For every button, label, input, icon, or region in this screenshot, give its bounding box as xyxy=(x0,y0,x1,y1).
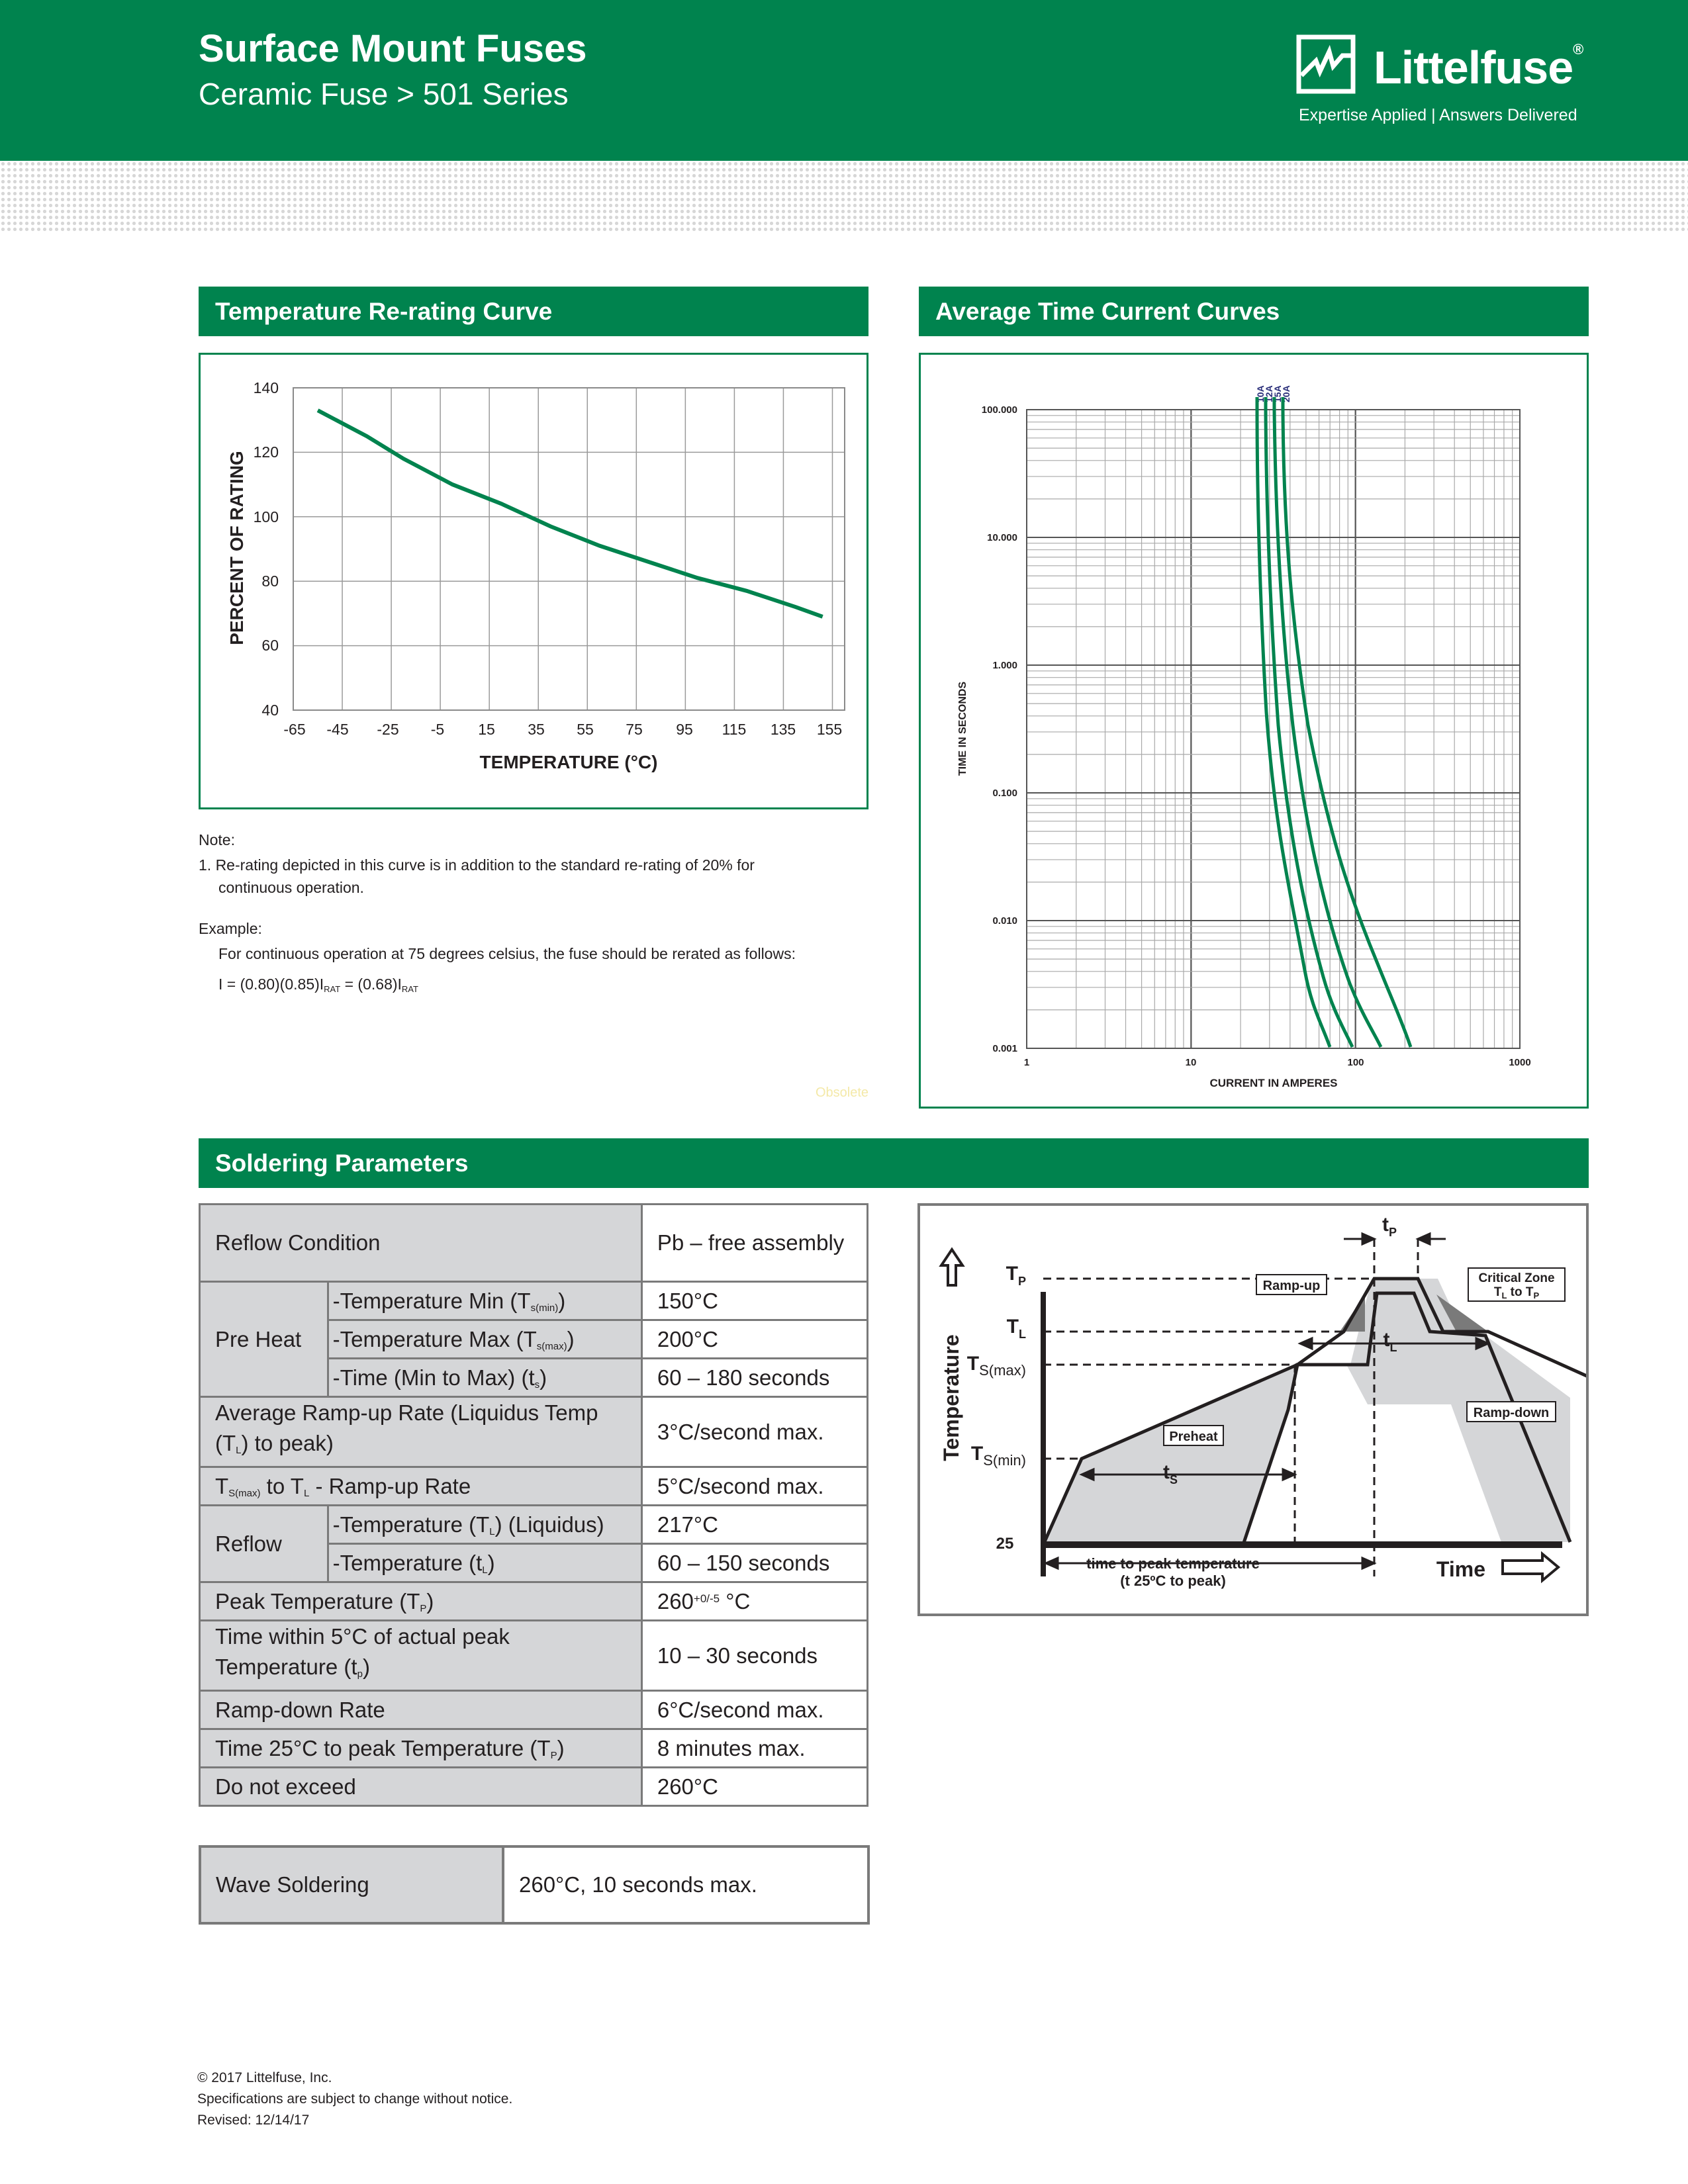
table-row xyxy=(200,1768,868,1806)
row-value: 200°C xyxy=(641,1320,867,1359)
row-value: 260°C xyxy=(641,1768,867,1806)
row-value: 6°C/second max. xyxy=(641,1691,867,1729)
soldering-section-title: Soldering Parameters xyxy=(199,1138,1589,1188)
watermark-text: Obsolete xyxy=(816,1085,869,1100)
time-current-section-title: Average Time Current Curves xyxy=(919,287,1589,336)
ts-time-label: $t_S$ xyxy=(1162,1461,1178,1486)
tp-time-label: $t_P$ xyxy=(1382,1214,1397,1239)
y-tick-label: 80 xyxy=(261,572,279,590)
y-tick-label: 0.001 xyxy=(992,1043,1017,1054)
page-subtitle: Ceramic Fuse > 501 Series xyxy=(199,77,569,111)
x-tick-label: 35 xyxy=(528,721,545,738)
row-value: 60 – 150 seconds xyxy=(641,1544,867,1582)
x-axis-label: CURRENT IN AMPERES xyxy=(1209,1077,1338,1089)
row-label: Time 25°C to peak Temperature $(T_P)$ xyxy=(200,1729,642,1768)
ts-min-label: $T_{S(min)}$ xyxy=(970,1443,1026,1469)
footer-copyright: © 2017 Littelfuse, Inc. xyxy=(197,2070,332,2085)
x-tick-label: 75 xyxy=(626,721,643,738)
peak-time-label-line-2: (t 25ºC to peak) xyxy=(1120,1572,1226,1589)
svg-text:Ramp-down: Ramp-down xyxy=(1473,1406,1550,1420)
ramp-down-label xyxy=(1467,1402,1556,1422)
svg-text:TL to TP: $T_L$ to $T_P$ xyxy=(1493,1285,1540,1300)
page-header xyxy=(0,0,1688,161)
row-label: Reflow Condition xyxy=(200,1205,642,1282)
x-tick-label: -5 xyxy=(430,721,445,738)
y-tick-label: 100 xyxy=(253,508,279,525)
table-row xyxy=(200,1397,868,1467)
x-tick-label: 10 xyxy=(1185,1057,1197,1068)
footer-spec: Specifications are subject to change without notice. xyxy=(197,2091,513,2107)
example-label: Example: xyxy=(199,920,262,937)
soldering-parameters-table xyxy=(199,1203,868,1807)
brand-name: Littelfuse® xyxy=(1374,41,1583,93)
x-tick-label: 155 xyxy=(816,721,843,738)
littelfuse-logo-icon xyxy=(1296,34,1356,94)
rerating-chart-panel xyxy=(199,353,868,809)
temperature-axis-label: Temperature xyxy=(939,1334,963,1461)
svg-text:Ramp-up: Ramp-up xyxy=(1262,1279,1321,1293)
row-label: Ramp-down Rate xyxy=(200,1691,642,1729)
row-label: -Temperature $(t_L)$ xyxy=(328,1544,641,1582)
table-row xyxy=(200,1691,868,1729)
table-row xyxy=(200,1621,868,1691)
ts-max-label: $T_{S(max)}$ xyxy=(966,1353,1026,1379)
row-value: 8 minutes max. xyxy=(641,1729,867,1768)
example-text: For continuous operation at 75 degrees celsius, the fuse should be rerated as follows: xyxy=(218,945,796,962)
row-label: -Temperature Min $(T_{s(min)})$ xyxy=(328,1282,641,1320)
y-tick-label: 0.010 xyxy=(992,915,1017,927)
y-tick-label: 0.100 xyxy=(992,788,1017,799)
series-label-15a: 15A xyxy=(1272,385,1283,402)
row-label: -Temperature $(T_L)$ (Liquidus) xyxy=(328,1506,641,1544)
row-label: Average Ramp-up Rate (Liquidus Temp $(T_L)$ to peak) xyxy=(200,1397,642,1467)
series-label-12a: 12A xyxy=(1264,385,1274,402)
row-group-label: Pre Heat xyxy=(200,1282,328,1397)
y-tick-label: 120 xyxy=(253,443,279,461)
row-value: 60 – 180 seconds xyxy=(641,1359,867,1397)
tl-label: $T_L$ xyxy=(1006,1316,1026,1341)
note-label: Note: xyxy=(199,831,235,848)
rerating-curve xyxy=(318,410,823,617)
row-label: Do not exceed xyxy=(200,1768,642,1806)
x-tick-label: -45 xyxy=(326,721,349,738)
x-tick-label: 100 xyxy=(1347,1057,1364,1068)
time-current-chart xyxy=(921,355,1587,1107)
footer-revised: Revised: 12/14/17 xyxy=(197,2113,310,2128)
svg-text:Preheat: Preheat xyxy=(1169,1430,1218,1444)
row-value: 260°C, 10 seconds max. xyxy=(503,1846,868,1923)
time-current-chart-panel xyxy=(919,353,1589,1109)
ramp-up-label xyxy=(1256,1275,1327,1295)
rerating-section-title: Temperature Re-rating Curve xyxy=(199,287,868,336)
x-tick-label: 1 xyxy=(1023,1057,1030,1068)
row-group-label: Reflow xyxy=(200,1506,328,1582)
x-tick-label: -25 xyxy=(377,721,399,738)
peak-time-label-line-1: time to peak temperature xyxy=(1086,1555,1260,1572)
time-axis-label: Time xyxy=(1436,1557,1485,1581)
y-tick-label: 40 xyxy=(261,702,279,719)
row-value: 150°C xyxy=(641,1282,867,1320)
row-value: 3°C/second max. xyxy=(641,1397,867,1467)
reflow-profile-panel xyxy=(917,1203,1589,1616)
y-tick-label: 10.000 xyxy=(987,532,1017,543)
x-tick-label: 135 xyxy=(770,721,796,738)
tp-label: $T_P$ xyxy=(1006,1263,1026,1288)
series-label-20a: 20A xyxy=(1281,385,1291,402)
table-row xyxy=(200,1729,868,1768)
rerating-chart xyxy=(201,355,867,807)
y-axis-label: PERCENT OF RATING xyxy=(226,451,247,645)
x-tick-label: 95 xyxy=(676,721,693,738)
table-row xyxy=(200,1582,868,1621)
page-title: Surface Mount Fuses xyxy=(199,27,587,70)
x-tick-label: 1000 xyxy=(1509,1057,1531,1068)
preheat-label xyxy=(1164,1426,1223,1445)
dotted-band xyxy=(0,161,1688,234)
reflow-profile-diagram xyxy=(920,1206,1586,1614)
svg-text:Critical Zone: Critical Zone xyxy=(1478,1271,1555,1285)
y-tick-label: 140 xyxy=(253,379,279,396)
tl-time-label: $t_L$ xyxy=(1383,1329,1397,1354)
x-tick-label: -65 xyxy=(283,721,306,738)
table-row xyxy=(200,1467,868,1506)
x-axis-label: TEMPERATURE (°C) xyxy=(479,752,658,772)
note-1-line-1: 1. Re-rating depicted in this curve is in addition to the standard re-rating of 20% for xyxy=(199,856,755,874)
y-tick-label: 1.000 xyxy=(992,660,1017,671)
x-tick-label: 55 xyxy=(577,721,594,738)
row-label: Wave Soldering xyxy=(200,1846,503,1923)
row-label: Peak Temperature $(T_P)$ xyxy=(200,1582,642,1621)
x-tick-label: 15 xyxy=(478,721,495,738)
note-1-line-2: continuous operation. xyxy=(218,879,364,896)
row-value: 10 – 30 seconds xyxy=(641,1621,867,1691)
table-row xyxy=(200,1506,868,1544)
y-tick-label: 60 xyxy=(261,637,279,654)
row-label: -Temperature Max $(T_{s(max)})$ xyxy=(328,1320,641,1359)
row-label: $T_{S(max)}$ to $T_L$ - Ramp-up Rate xyxy=(200,1467,642,1506)
row-value: 5°C/second max. xyxy=(641,1467,867,1506)
table-row xyxy=(200,1282,868,1320)
row-value: 217°C xyxy=(641,1506,867,1544)
y-axis-label: TIME IN SECONDS xyxy=(957,681,968,776)
row-value: Pb – free assembly xyxy=(641,1205,867,1282)
row-label: -Time (Min to Max) $(t_s)$ xyxy=(328,1359,641,1397)
y-tick-label: 100.000 xyxy=(981,404,1017,416)
temp-25-label: 25 xyxy=(996,1535,1014,1553)
rerating-formula: $I = (0.80)(0.85)I_{RAT} = (0.68)I_{RAT}$ xyxy=(218,976,418,994)
brand-tagline: Expertise Applied | Answers Delivered xyxy=(1299,106,1577,124)
row-value: $260^{+0/-5}$ °C xyxy=(641,1582,867,1621)
table-row xyxy=(200,1205,868,1282)
critical-zone-label xyxy=(1468,1268,1565,1301)
x-tick-label: 115 xyxy=(722,721,747,738)
table-row xyxy=(200,1846,868,1923)
wave-soldering-table xyxy=(199,1845,870,1925)
series-label-10a: 10A xyxy=(1255,385,1266,402)
up-arrow-icon xyxy=(941,1250,962,1285)
row-label: Time within 5°C of actual peak Temperature $(t_p)$ xyxy=(200,1621,642,1691)
right-arrow-icon xyxy=(1503,1554,1558,1580)
